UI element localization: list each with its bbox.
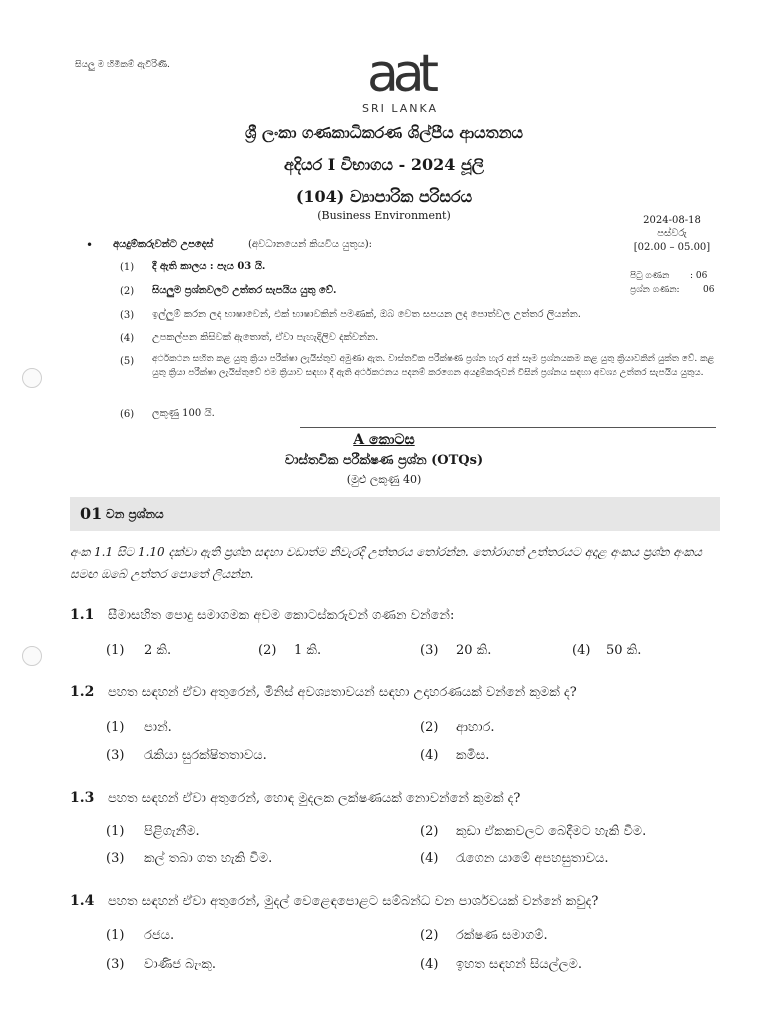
option-text: වාණිජ බැංකු. [144,957,217,972]
instructions-title: අයදුම්කරුවන්ට උපදෙස් [113,239,214,250]
instructions-note: (අවධානයෙන් කියවිය යුතුය): [248,239,373,250]
option-num: (4) [420,957,439,972]
question-num: 1.2 [70,684,95,700]
copyright-note: සියලු ම හිමිකම් ඇවිරිණි. [75,60,170,70]
question-label: වන ප්‍රශ්නය [106,507,164,521]
option-num: (3) [420,643,439,658]
bullet: • [86,238,94,252]
option-text: රජය. [144,928,175,943]
option-num: (3) [106,748,125,763]
exam-date: 2024-08-18 [643,215,701,226]
question-num: 1.4 [70,893,95,909]
option-num: (3) [106,957,125,972]
instruction-num: (6) [120,409,135,420]
option-text: කමිස. [456,748,490,763]
option-num: (1) [106,720,125,735]
option-num: (2) [420,928,439,943]
pages-label: පිටු ගණන [630,271,670,281]
instruction-text: ඉල්ලුම් කරන ලද භාෂාවෙන්, එක් භාෂාවකින් පමණක්, ඔබ වෙත සපයන ලද පොත්වල උත්තර ලියන්න. [152,309,581,320]
exam-level: අදියර I විභාගය - 2024 ජූලි [284,155,484,174]
section-marks: (මුළු ලකුණු 40) [346,473,422,486]
question-intro-text: අංක 1.1 සිට 1.10 දක්වා ඇති ප්‍රශ්න සඳහා වඩාත්ම නිවැරදි උත්තරය තෝරන්න. තෝරාගත් උත්තරයට අදාළ අංකය ප්‍රශ්න අංකය සමඟ ඔබේ උත්තර පොතේ ලියන්න. [70,545,703,581]
institute-name: ශ්‍රී ලංකා ගණකාධිකරණ ශිල්පීය ආයතනය [244,123,524,142]
instruction-num: (1) [120,262,135,273]
instruction-num: (2) [120,286,135,297]
option-num: (1) [106,928,125,943]
exam-time: [02.00 – 05.00] [633,242,711,253]
option-text: පාන්. [144,720,172,735]
question-text: සීමාසහිත පොදු සමාගමක අවම කොටස්කරුවන් ගණන වන්නේ: [108,608,455,623]
subject-title: (104) ව්‍යාපාරික පරිසරය [295,187,473,206]
option-text: ආහාර. [456,720,495,735]
instruction-text: සියලුම ප්‍රශ්නවලට උත්තර සැපයිය යුතු වේ. [152,285,337,296]
logo-mark: aat [366,44,434,104]
questions-label: ප්‍රශ්න ගණන: [630,285,680,295]
option-text: පිළිගැනීම. [144,824,200,839]
question-text: පහත සඳහන් ඒවා අතුරෙන්, මිනිස් අවශ්‍යතාවයන් සඳහා උදාහරණයක් වන්නේ කුමක් ද? [108,685,577,700]
option-num: (1) [106,824,125,839]
option-text: 2 කි. [144,643,172,658]
instruction-text: දී ඇති කාලය : පැය 03 යි. [152,261,266,272]
option-num: (1) [106,643,125,658]
option-num: (3) [106,851,125,866]
option-num: (4) [420,851,439,866]
question-text: පහත සඳහන් ඒවා අතුරෙන්, හොඳ මුදලක ලක්ෂණයක් නොවන්නේ කුමක් ද? [108,791,521,806]
punch-hole-bottom [22,646,42,666]
section-title: A කොටස [353,432,415,448]
option-text: රක්ෂණ සමාගම්. [456,928,548,943]
questions-value: 06 [703,285,715,295]
option-num: (2) [258,643,277,658]
exam-session: පස්වරු [657,228,687,239]
question-number: 01 [80,504,103,523]
aat-logo [355,44,445,123]
option-num: (4) [572,643,591,658]
option-text: 20 කි. [456,643,492,658]
option-num: (4) [420,748,439,763]
question-header-bar [70,497,720,531]
option-text: කුඩා ඒකකවලට බෙදීමට හැකි වීම. [456,824,647,839]
instruction-num: (4) [120,333,135,344]
instruction-num: (3) [120,310,135,321]
instruction-num: (5) [120,356,135,367]
option-num: (2) [420,720,439,735]
instruction-text: උපකල්පන කිසිවක් ඇතොත්, ඒවා පැහැදිලිව දක්වන්න. [152,332,379,343]
option-text: ඉහත සඳහන් සියල්ලම. [456,957,582,972]
subject-english: (Business Environment) [317,209,451,222]
logo-subtext: SRI LANKA [361,102,439,115]
option-text: 1 කි. [294,643,322,658]
question-text: පහත සඳහන් ඒවා අතුරෙන්, මුදල් වෙළෙඳපොළට සම්බන්ධ වන පාර්ශවයක් වන්නේ කවුද? [108,894,599,909]
option-num: (2) [420,824,439,839]
punch-hole-top [22,368,42,388]
option-text: කල් තබා ගත හැකි වීම. [144,851,273,866]
divider [300,427,716,428]
option-text: රැකියා සුරක්ෂිතතාවය. [144,748,267,763]
question-num: 1.1 [70,607,95,623]
option-text: 50 කි. [606,643,642,658]
instruction-text: ලකුණු 100 යි. [152,408,215,419]
instruction-text: අර්ථකථන සහිත කළ යුතු ක්‍රියා පරීක්ෂා ලැයිස්තුව අමුණා ඇත. වාස්තවික පරීක්ෂණ ප්‍රශ්න හැර අන් සෑම ප්‍රශ්නයකම කළ යුතු ක්‍රියාවකින් යුක්ත වේ. කළ යුතු ක්‍රියා පරීක්ෂා ලැයිස්තුවේ එම ක්‍රියාව සඳහා දී ඇති අර්ථකථනය පදනම් කරගෙන අයදුම්කරුවන් විසින් ප්‍රශ්නය සඳහා අවශ්‍ය උත්තර සැපයිය යුතුය. [152,354,715,378]
option-text: රැගෙන යාමේ අපහසුතාවය. [456,851,609,866]
pages-value: : 06 [690,271,708,281]
section-subtitle: වාස්තවික පරීක්ෂණ ප්‍රශ්න (OTQs) [284,453,484,468]
question-num: 1.3 [70,790,95,806]
